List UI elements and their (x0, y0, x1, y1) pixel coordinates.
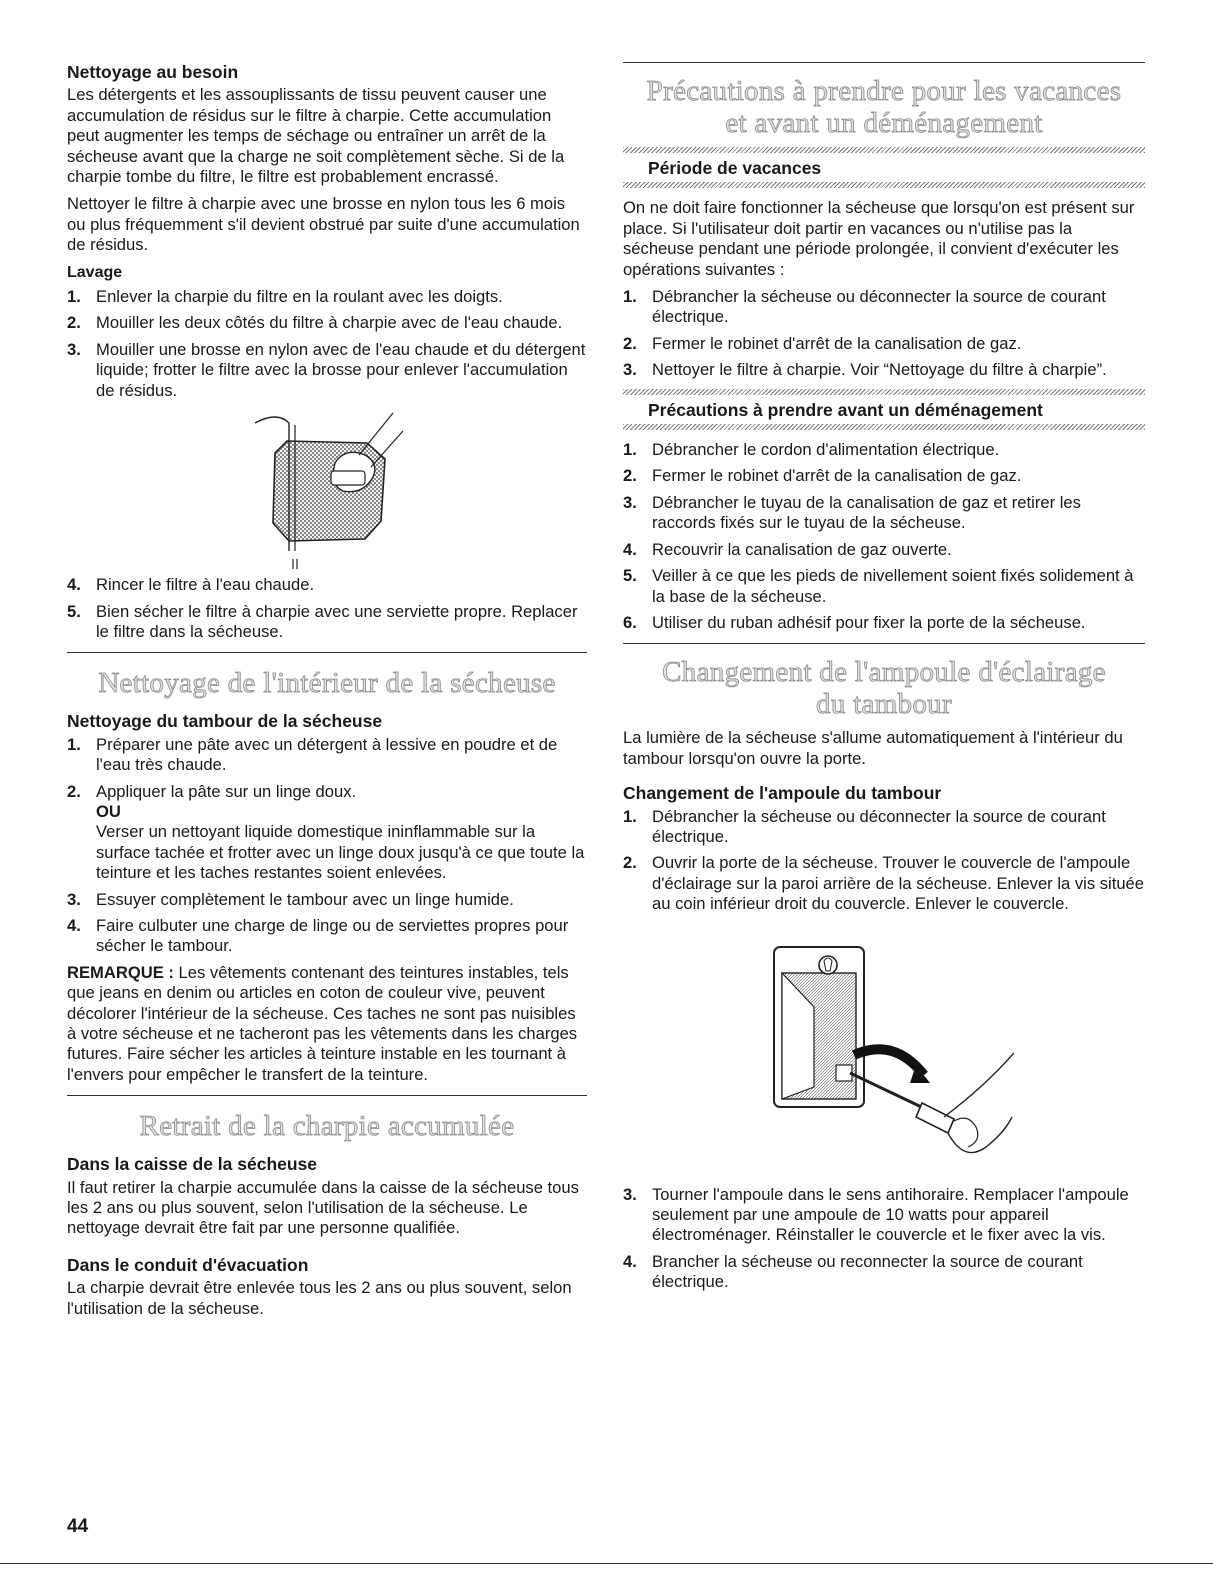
divider (623, 62, 1145, 63)
list-item: 1. Enlever la charpie du filtre en la roulant avec les doigts. (67, 287, 503, 307)
paragraph: La lumière de la sécheuse s'allume automatiquement à l'intérieur du tambour lorsqu'on ouvre la porte. (623, 728, 1123, 768)
divider (67, 652, 587, 653)
bulb-cover-screwdriver-icon (754, 937, 1014, 1167)
lint-filter-illustration (67, 411, 587, 569)
list-item: 2. Appliquer la pâte sur un linge doux. OU Verser un nettoyant liquide domestique ininflammable sur la surface tachée et frotter avec un linge doux jusqu'à ce que toute la teinture et les taches restantes soient enlevées. (67, 782, 587, 884)
divider (623, 643, 1145, 644)
bulb-steps (623, 807, 1145, 915)
list-item: 3. Mouiller une brosse en nylon avec de l'eau chaude et du détergent liquide; frotter le filtre avec la brosse pour enlever l'accumulation de résidus. (67, 339, 586, 400)
divider (67, 1095, 587, 1096)
note-paragraph: REMARQUE : Les vêtements contenant des teintures instables, tels que jeans en denim ou articles en coton de couleur vive, peuvent décolorer l'intérieur de la sécheuse. Ces taches ne sont pas nuisibles à votre sécheuse et ne tacheront pas les vêtements dans les charges futures. Faire sécher les articles à teinture instable en les tournant à l'envers pour empêcher le transfert de la teinture. (67, 962, 578, 1084)
section-heading: Nettoyage au besoin (67, 62, 239, 82)
bottom-divider (0, 1563, 1213, 1564)
left-column (67, 62, 587, 1326)
paragraph: Il faut retirer la charpie accumulée dans la caisse de la sécheuse tous les 2 ans ou plus souvent, selon l'utilisation de la sécheuse. Le nettoyage devrait être fait par une personne qualifiée. (67, 1177, 579, 1238)
or-label: OU (96, 801, 121, 821)
subheading-lavage: Lavage (67, 263, 123, 281)
section-title: Retrait de la charpie accumulée (139, 1110, 515, 1143)
paragraph: Nettoyer le filtre à charpie avec une brosse en nylon tous les 6 mois ou plus fréquemment s'il devient obstrué par suite d'une accumulation de résidus. (67, 194, 580, 255)
hatch-rule (623, 424, 1145, 430)
bulb-cover-illustration (623, 937, 1145, 1167)
list-item: 3. Débrancher le tuyau de la canalisation de gaz et retirer les raccords fixés sur le tuyau de la sécheuse. (623, 492, 1081, 533)
list-item: 3. Tourner l'ampoule dans le sens antihoraire. Remplacer l'ampoule seulement par une ampoule de 10 watts pour appareil électroménager. Réinstaller le couvercle et le fixer avec la vis. (623, 1184, 1129, 1245)
lavage-steps-continued (67, 575, 587, 642)
list-item: 2. Fermer le robinet d'arrêt de la canalisation de gaz. (623, 466, 1022, 486)
list-item: 2. Fermer le robinet d'arrêt de la canalisation de gaz. (623, 333, 1022, 353)
moving-steps (623, 440, 1145, 633)
list-item: 1. Débrancher la sécheuse ou déconnecter la source de courant électrique. (623, 287, 1106, 327)
section-title: Nettoyage de l'intérieur de la sécheuse (98, 667, 556, 700)
list-item: 4. Recouvrir la canalisation de gaz ouverte. (623, 539, 952, 559)
list-item: 4. Faire culbuter une charge de linge ou de serviettes propres pour sécher le tambour. (67, 915, 569, 956)
page-number: 44 (67, 1516, 89, 1537)
list-item: 5. Bien sécher le filtre à charpie avec une serviette propre. Replacer le filtre dans la sécheuse. (67, 601, 578, 641)
lint-filter-brush-icon (247, 411, 407, 569)
right-column (623, 62, 1145, 1299)
list-item: 3. Essuyer complètement le tambour avec un linge humide. (67, 889, 514, 909)
section-heading: Nettoyage du tambour de la sécheuse (67, 711, 383, 732)
section-heading: Dans le conduit d'évacuation (67, 1254, 309, 1275)
list-item: 3. Nettoyer le filtre à charpie. Voir “Nettoyage du filtre à charpie”. (623, 360, 1107, 380)
subsection-banner: Période de vacances (648, 158, 822, 178)
paragraph: Les détergents et les assouplissants de tissu peuvent causer une accumulation de résidus sur le filtre à charpie. Cette accumulation peut augmenter les temps de séchage ou entraîner un arrêt de la sécheuse avant que la charge ne soit complètement sèche. Si de la charpie tombe du filtre, le filtre est probablement encrassé. (67, 85, 565, 187)
list-item: 4. Rincer le filtre à l'eau chaude. (67, 575, 315, 595)
list-item: 5. Veiller à ce que les pieds de nivellement soient fixés solidement à la base de la sécheuse. (623, 566, 1134, 606)
subsection-banner: Précautions à prendre avant un déménagement (648, 399, 1043, 420)
section-title: Changement de l'ampoule d'éclairage du tambour (662, 656, 1106, 721)
bulb-steps-continued (623, 1185, 1145, 1293)
note-label: REMARQUE : (67, 962, 174, 982)
section-heading: Changement de l'ampoule du tambour (623, 783, 942, 804)
list-item: 4. Brancher la sécheuse ou reconnecter la source de courant électrique. (623, 1251, 1083, 1292)
vacation-steps (623, 287, 1145, 381)
hatch-rule (623, 182, 1145, 188)
list-item: 2. Mouiller les deux côtés du filtre à charpie avec de l'eau chaude. (67, 313, 563, 333)
list-item: 1. Préparer une pâte avec un détergent à lessive en poudre et de l'eau très chaude. (67, 734, 558, 775)
list-item: 6. Utiliser du ruban adhésif pour fixer la porte de la sécheuse. (623, 612, 1086, 632)
list-item: 1. Débrancher la sécheuse ou déconnecter la source de courant électrique. (623, 806, 1106, 846)
list-item: 1. Débrancher le cordon d'alimentation électrique. (623, 440, 1000, 460)
paragraph: On ne doit faire fonctionner la sécheuse que lorsqu'on est présent sur place. Si l'utilisateur doit partir en vacances ou n'utilise pas la sécheuse pendant une période prolongée, il convient d'exécuter les opérations suivantes : (623, 198, 1135, 279)
list-item: 2. Ouvrir la porte de la sécheuse. Trouver le couvercle de l'ampoule d'éclairage sur la paroi arrière de la sécheuse. Enlever la vis située au coin inférieur droit du couvercle. Enlever le couvercle. (623, 853, 1145, 914)
section-title: Précautions à prendre pour les vacances et avant un déménagement (646, 75, 1122, 139)
lavage-steps (67, 287, 587, 401)
drum-cleaning-steps (67, 735, 587, 957)
paragraph: La charpie devrait être enlevée tous les 2 ans ou plus souvent, selon l'utilisation de la sécheuse. (67, 1278, 572, 1318)
section-heading: Dans la caisse de la sécheuse (67, 1154, 318, 1175)
